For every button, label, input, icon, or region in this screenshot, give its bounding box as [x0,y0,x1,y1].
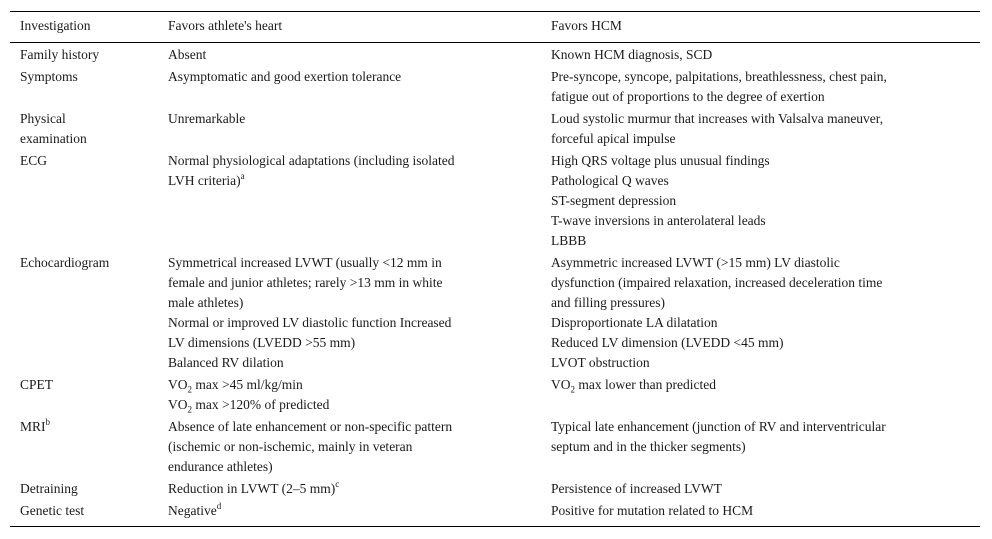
row-ecg-hcm: High QRS voltage plus unusual findings Pathological Q waves ST-segment depression T-wave inversions in anterolateral leads LBBB [551,153,770,248]
row-symptoms-athlete: Asymptomatic and good exertion tolerance [168,69,402,84]
footnote-c: c [335,478,340,489]
row-physical-exam-athlete: Unremarkable [168,111,246,126]
header-investigation: Investigation [20,18,91,33]
header-hcm: Favors HCM [551,18,622,33]
row-detraining-athlete: Reduction in LVWT (2–5 mm)$^c$ [168,478,340,496]
row-mri-hcm: Typical late enhancement (junction of RV and interventricular septum and in the thicker segments) [551,419,886,454]
table-bottom-rule [10,526,980,527]
row-family-history-hcm: Known HCM diagnosis, SCD [551,47,713,62]
row-cpet-hcm: $VO_2$ max lower than predicted [551,377,716,395]
row-symptoms-label: Symptoms [20,69,78,84]
header-athletes-heart: Favors athlete's heart [168,18,283,33]
row-family-history-label: Family history [20,47,100,62]
row-echo-label: Echocardiogram [20,255,110,270]
row-genetic-test-athlete: Negative$^d$ [168,500,222,518]
row-echo-hcm: Asymmetric increased LVWT (>15 mm) LV diastolic dysfunction (impaired relaxation, increased deceleration time and filling pressures) Disproportionate LA dilatation Reduced LV dimension (LVEDD <45 mm) LVOT obstruction [551,255,883,370]
row-mri-label: MRI$^b$ [20,416,51,434]
row-symptoms-hcm: Pre-syncope, syncope, palpitations, breathlessness, chest pain, fatigue out of proportions to the degree of exertion [551,69,887,104]
row-cpet-label: CPET [20,377,54,392]
row-physical-exam-hcm: Loud systolic murmur that increases with Valsalva maneuver, forceful apical impulse [551,111,884,146]
row-cpet-athlete: $VO_2$ max >45 ml/kg/min $VO_2$ max >120% of predicted [168,377,330,415]
header-rule [10,42,980,43]
row-genetic-test-hcm: Positive for mutation related to HCM [551,503,754,518]
footnote-d: d [216,500,222,511]
footnote-a: a [240,170,245,181]
row-ecg-athlete: Normal physiological adaptations (including isolated LVH criteria)$^a$ [168,153,455,188]
row-mri-athlete: Absence of late enhancement or non-specific pattern (ischemic or non-ischemic, mainly in veteran endurance athletes) [168,419,453,474]
row-ecg-label: ECG [20,153,47,168]
row-echo-athlete: Symmetrical increased LVWT (usually <12 mm in female and junior athletes; rarely >13 mm in white male athletes) Normal or improved LV diastolic function Increased LV dimensions (LVEDD >55 mm) Balanced RV dilation [168,255,452,370]
row-detraining-label: Detraining [20,481,78,496]
table-top-rule [10,11,980,12]
row-physical-exam-label: Physical examination [20,111,87,146]
footnote-b: b [45,416,51,427]
row-genetic-test-label: Genetic test [20,503,85,518]
row-family-history-athlete: Absent [168,47,207,62]
row-detraining-hcm: Persistence of increased LVWT [551,481,722,496]
